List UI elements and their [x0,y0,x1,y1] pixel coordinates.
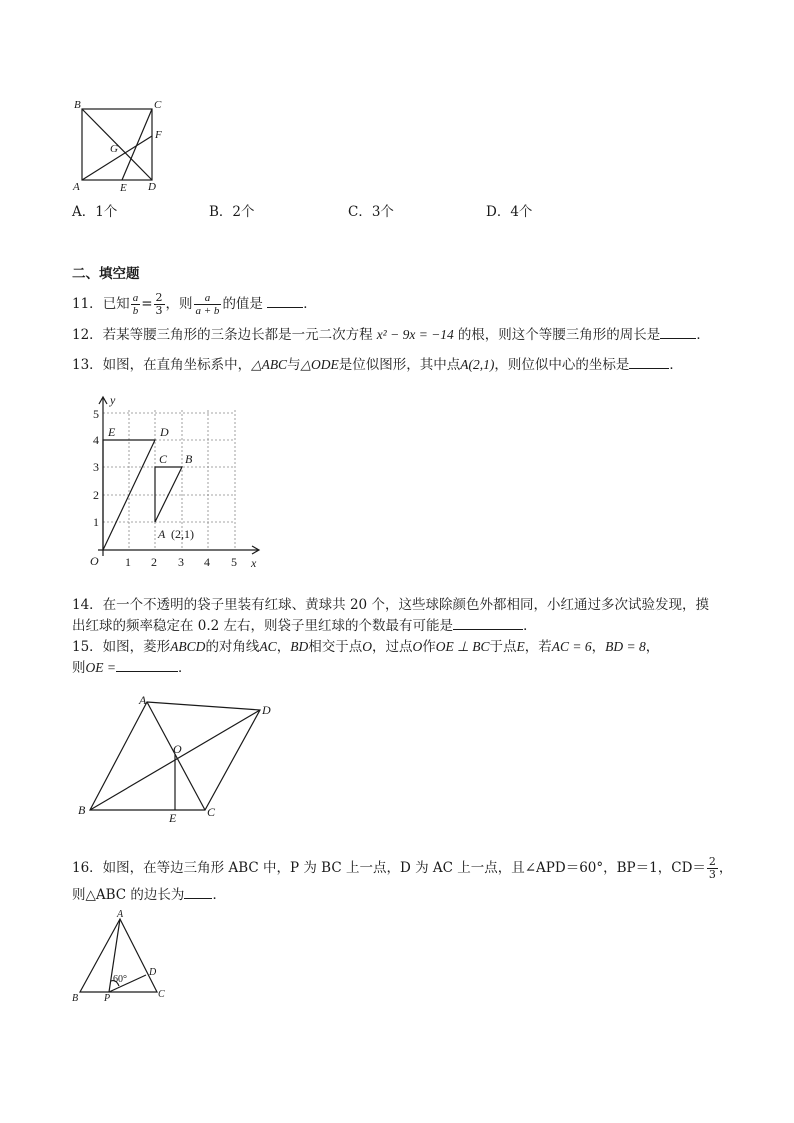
q15-o: O [362,639,372,654]
diagonal-ac [147,702,205,810]
q15-e: E [516,639,525,654]
q16-frac-den: 3 [708,868,716,881]
q15-text-9: ， [591,639,606,655]
q15-abcd: ABCD [170,639,206,654]
coordinate-grid-figure [78,390,278,575]
q13-text-2: 与 [287,357,301,373]
label-g: G [110,143,118,155]
question-16-line-1 [72,856,732,881]
point-a-coord: (2,1) [171,527,194,541]
q16-answer-blank[interactable] [184,886,212,899]
point-a-label: A [158,527,166,541]
q15-answer-blank[interactable] [116,659,178,672]
q14-answer-blank[interactable] [453,617,523,630]
q16-text-2: ， [718,860,733,876]
q13-text-3: 是位似图形，其中点 [338,357,461,373]
q11-frac2-num: 2 [155,291,163,304]
q15-text-5: ，过点 [371,639,413,655]
question-13 [72,356,683,374]
label-e: E [120,182,127,194]
q15-text-4: 相交于点 [308,639,363,655]
x-tick-3: 3 [178,555,184,569]
q15-text-1: 15．如图，菱形 [72,639,171,655]
q15-oe-perp: OE ⊥ BC [435,639,490,654]
y-axis-label: y [110,393,116,407]
grid-lines [103,410,235,550]
q16-text-3: 则△ABC 的边长为 [72,887,185,903]
label-p: P [104,993,111,1004]
angle-label: 60° [113,974,127,985]
q13-ode: △ODE [300,357,339,372]
y-tick-2: 2 [93,488,99,502]
q16-end: ． [212,887,226,903]
q14-text-1: 14．在一个不透明的袋子里装有红球、黄球共 20 个，这些球除颜色外都相同，小红通过多次试验发现，摸 [72,597,709,613]
q11-text-3: 的值是 [222,296,263,312]
x-tick-1: 1 [125,555,131,569]
q15-oe-eq: OE = [85,660,116,675]
label-a: A [117,909,124,920]
q11-text-2: ，则 [165,296,193,312]
q12-end: ． [696,327,710,343]
q15-bd: BD [290,639,309,654]
question-16-line-2 [72,886,226,904]
point-b-label: B [185,452,193,466]
label-c: C [154,99,162,111]
q12-equation: x² − 9x = −14 [376,327,454,342]
q16-frac-num: 2 [708,855,716,868]
point-d-label: D [160,425,169,439]
q11-number: 11． [72,296,103,312]
label-d: D [148,181,156,193]
q11-frac2-den: 3 [155,304,163,317]
q11-frac3-num: a [194,292,222,305]
x-tick-4: 4 [204,555,210,569]
q12-answer-blank[interactable] [660,326,696,339]
q14-end: ． [523,618,537,634]
x-tick-2: 2 [151,555,157,569]
question-11 [72,292,317,317]
q15-bd-value: BD = 8 [605,639,646,654]
label-b: B [72,993,79,1004]
q11-frac1-num: a [132,292,139,304]
point-c-label: C [159,452,168,466]
q15-text-7: 于点 [489,639,517,655]
q15-end: ． [177,660,192,676]
label-c: C [207,805,216,819]
y-tick-3: 3 [93,460,99,474]
label-b: B [74,99,81,111]
segment-ce [122,109,152,180]
triangle-figure [66,905,176,1005]
label-c: C [158,989,165,1000]
q15-text-2: 的对角线 [205,639,260,655]
section-title: 二、填空题 [72,266,140,282]
q11-equals: = [141,296,153,312]
x-axis-label: x [251,556,257,570]
q15-text-11: 则 [72,660,86,676]
q15-text-3: ， [276,639,291,655]
option-b[interactable]: B．2个 [209,204,255,220]
question-12 [72,326,710,344]
option-a[interactable]: A．1个 [72,204,118,220]
q13-text-4: ，则位似中心的坐标是 [494,357,630,373]
q13-abc: △ABC [251,357,288,372]
q11-end: ． [303,296,317,312]
q16-text-1: 16．如图，在等边三角形 ABC 中，P 为 BC 上一点，D 为 AC 上一点，且∠APD＝60°，BP＝1，CD＝ [72,860,706,876]
q13-end: ． [669,357,683,373]
q11-answer-blank[interactable] [267,295,303,308]
origin-label: O [90,554,99,568]
option-c[interactable]: C．3个 [348,204,394,220]
label-d: D [262,703,271,717]
label-a: A [139,693,147,707]
point-e-label: E [108,425,116,439]
y-tick-4: 4 [93,433,99,447]
q11-text-1: 已知 [102,296,130,312]
q15-o2: O [412,639,423,654]
question-14-line-1 [72,596,709,614]
q15-text-6: 作 [422,639,436,655]
label-f: F [155,129,162,141]
label-e: E [169,811,177,825]
label-a: A [73,181,80,193]
label-b: B [78,803,86,817]
x-tick-5: 5 [231,555,237,569]
label-o: O [173,742,182,756]
q13-point: A(2,1) [460,357,495,372]
triangle-abc [155,467,182,522]
q11-frac3-den: a + b [195,305,220,317]
square-figure [68,96,178,196]
y-tick-5: 5 [93,407,99,421]
q15-ac-value: AC = 6 [551,639,592,654]
q14-text-2: 出红球的频率稳定在 0.2 左右，则袋子里红球的个数最有可能是 [72,618,454,634]
q15-text-10: ， [645,639,660,655]
question-15-line-2 [72,659,191,677]
q12-text-1: 12．若某等腰三角形的三条边长都是一元二次方程 [72,327,373,343]
q15-text-8: ，若 [524,639,552,655]
q11-frac1-den: b [132,305,139,317]
rhombus-figure [70,690,285,825]
label-d: D [149,967,157,978]
q15-ac: AC [259,639,277,654]
option-d[interactable]: D．4个 [486,204,533,220]
question-14-line-2 [72,617,537,635]
y-tick-1: 1 [93,515,99,529]
q12-text-2: 的根，则这个等腰三角形的周长是 [457,327,661,343]
q13-answer-blank[interactable] [629,356,669,369]
q13-text-1: 13．如图，在直角坐标系中， [72,357,252,373]
question-15-line-1 [72,638,659,656]
